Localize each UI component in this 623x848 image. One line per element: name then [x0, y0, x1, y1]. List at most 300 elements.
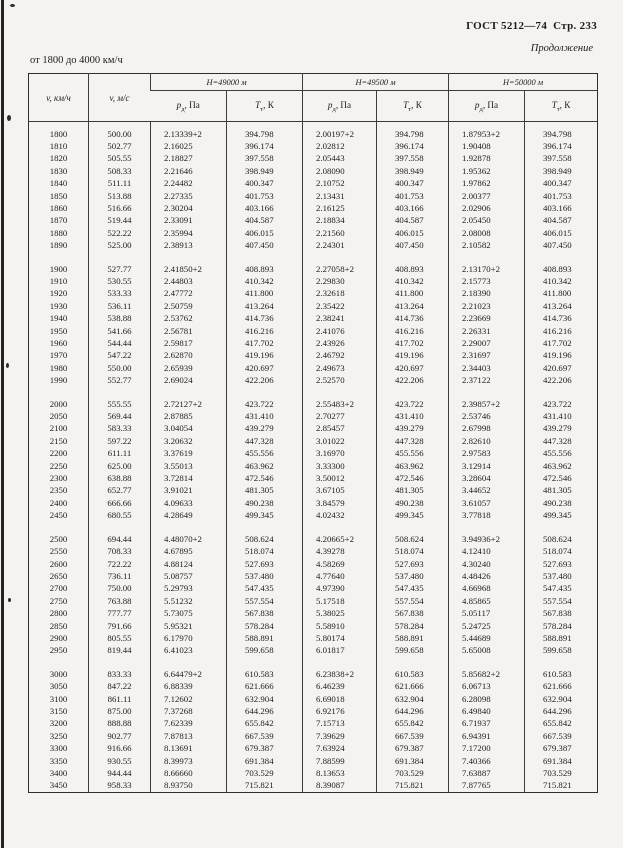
- cell-p-h50000: 4.12410: [449, 545, 525, 557]
- doc-header: [466, 20, 597, 32]
- cell-v-kmh: 3400: [49, 768, 68, 778]
- cell-p-h50000: 4.85865: [449, 595, 525, 607]
- cell-t-h49500: 396.174: [377, 140, 449, 152]
- spacer-cell: [227, 522, 303, 533]
- cell-t-h49000: 557.554: [227, 595, 303, 607]
- cell-t-h50000: 599.658: [525, 644, 598, 656]
- cell-t-h49500: 490.238: [377, 497, 449, 509]
- table-row: [29, 300, 598, 312]
- table-row: [29, 128, 598, 140]
- cell-t-h49000: 578.284: [227, 620, 303, 632]
- cell-t-h50000: 588.891: [525, 632, 598, 644]
- cell-v-ms: 522.22: [89, 227, 151, 239]
- t-subscript: т: [260, 105, 264, 113]
- cell-v-kmh: 2650: [49, 570, 68, 581]
- table-row: [29, 582, 598, 594]
- cell-p-h49500: 2.52570: [303, 374, 377, 386]
- cell-t-h49500: 422.206: [377, 374, 449, 386]
- cell-v-kmh: 1860: [49, 202, 68, 213]
- spacer-cell: [449, 522, 525, 533]
- spacer-cell: [89, 252, 151, 263]
- cell-p-h50000: 3.61057: [449, 497, 525, 509]
- cell-v-kmh: 1920: [49, 288, 68, 299]
- cell-v-ms: 819.44: [89, 644, 151, 656]
- cell-p-h49000: 5.95321: [151, 620, 227, 632]
- spacer-cell: [227, 252, 303, 263]
- table-row: [29, 349, 598, 361]
- cell-t-h49500: 547.435: [377, 582, 449, 594]
- table-row: [29, 263, 598, 275]
- page-number: Стр. 233: [553, 20, 597, 32]
- cell-t-h49500: 527.693: [377, 558, 449, 570]
- cell-p-h49500: 2.46792: [303, 349, 377, 361]
- group-spacer-row: [29, 387, 598, 398]
- cell-v-ms: 722.22: [89, 558, 151, 570]
- cell-p-h49000: 5.73075: [151, 607, 227, 619]
- group-spacer-row: [29, 522, 598, 533]
- col-header-v-ms: v, м/с: [89, 74, 151, 122]
- cell-v-ms: 508.33: [89, 165, 151, 177]
- cell-v-kmh: 1820: [49, 153, 68, 164]
- cell-p-h49000: 2.24482: [151, 177, 227, 189]
- cell-t-h50000: 423.722: [525, 398, 598, 410]
- cell-p-h49000: 8.13691: [151, 742, 227, 754]
- table-row: [29, 717, 598, 729]
- table-row: [29, 472, 598, 484]
- cell-p-h49000: 3.37619: [151, 447, 227, 459]
- table-row: [29, 337, 598, 349]
- cell-v-kmh: 1990: [49, 375, 68, 386]
- t-subscript: т: [556, 105, 560, 113]
- cell-t-h49000: 499.345: [227, 509, 303, 521]
- cell-v-kmh: 1870: [49, 215, 68, 226]
- t-symbol: Т: [403, 99, 409, 110]
- cell-p-h49000: 2.21646: [151, 165, 227, 177]
- table-row: [29, 742, 598, 754]
- cell-p-h49500: 2.18834: [303, 214, 377, 226]
- cell-p-h49500: 6.01817: [303, 644, 377, 656]
- cell-t-h49500: 567.838: [377, 607, 449, 619]
- cell-t-h49000: 396.174: [227, 140, 303, 152]
- p-symbol: р: [176, 99, 182, 110]
- table-body: [29, 122, 598, 793]
- cell-p-h49500: 4.77640: [303, 570, 377, 582]
- spacer-cell: [377, 657, 449, 668]
- cell-v-kmh: 3150: [49, 705, 68, 716]
- cell-t-h49500: 414.736: [377, 312, 449, 324]
- cell-p-h49500: 2.55483+2: [303, 398, 377, 410]
- cell-t-h50000: 610.583: [525, 668, 598, 680]
- p-unit: , Па: [482, 99, 499, 110]
- cell-p-h50000: 2.34403: [449, 362, 525, 374]
- cell-t-h50000: 499.345: [525, 509, 598, 521]
- cell-p-h49000: 2.38913: [151, 239, 227, 251]
- cell-p-h49000: 2.33091: [151, 214, 227, 226]
- cell-t-h50000: 715.821: [525, 779, 598, 792]
- cell-v-ms: 611.11: [89, 447, 151, 459]
- cell-p-h49000: 2.30204: [151, 202, 227, 214]
- cell-t-h50000: 397.558: [525, 152, 598, 164]
- cell-p-h49500: 2.08090: [303, 165, 377, 177]
- cell-v-kmh: 1910: [49, 275, 68, 286]
- cell-p-h49500: 2.27058+2: [303, 263, 377, 275]
- cell-p-h49500: 2.16125: [303, 202, 377, 214]
- cell-v-ms: 763.88: [89, 595, 151, 607]
- cell-v-ms: 625.00: [89, 460, 151, 472]
- cell-t-h49500: 397.558: [377, 152, 449, 164]
- cell-t-h49500: 588.891: [377, 632, 449, 644]
- cell-t-h49000: 621.666: [227, 680, 303, 692]
- cell-p-h50000: 5.85682+2: [449, 668, 525, 680]
- cell-t-h50000: 416.216: [525, 325, 598, 337]
- cell-p-h49000: 2.16025: [151, 140, 227, 152]
- table-row: [29, 312, 598, 324]
- cell-t-h49500: 406.015: [377, 227, 449, 239]
- cell-p-h49500: 2.24301: [303, 239, 377, 251]
- cell-p-h50000: 2.00377: [449, 190, 525, 202]
- spacer-cell: [29, 387, 89, 398]
- spacer-cell: [377, 387, 449, 398]
- cell-p-h50000: 6.28098: [449, 693, 525, 705]
- cell-t-h49500: 410.342: [377, 275, 449, 287]
- cell-p-h49500: 3.84579: [303, 497, 377, 509]
- cell-p-h49500: 5.17518: [303, 595, 377, 607]
- cell-p-h49500: 5.80174: [303, 632, 377, 644]
- cell-t-h49000: 691.384: [227, 755, 303, 767]
- cell-v-ms: 916.66: [89, 742, 151, 754]
- p-subscript: д: [332, 105, 336, 113]
- cell-v-ms: 544.44: [89, 337, 151, 349]
- cell-t-h49500: 398.949: [377, 165, 449, 177]
- cell-t-h49500: 411.800: [377, 287, 449, 299]
- cell-p-h49000: 2.69024: [151, 374, 227, 386]
- cell-t-h49000: 644.296: [227, 705, 303, 717]
- cell-v-kmh: 2050: [49, 411, 68, 422]
- cell-v-kmh: 1850: [49, 190, 68, 201]
- cell-p-h49000: 2.44803: [151, 275, 227, 287]
- scan-speck: [6, 363, 9, 368]
- spacer-cell: [377, 252, 449, 263]
- table-row: [29, 620, 598, 632]
- cell-v-ms: 958.33: [89, 779, 151, 792]
- cell-t-h49000: 703.529: [227, 767, 303, 779]
- cell-p-h49000: 2.18827: [151, 152, 227, 164]
- cell-t-h49500: 400.347: [377, 177, 449, 189]
- cell-t-h49000: 403.166: [227, 202, 303, 214]
- cell-t-h50000: 481.305: [525, 484, 598, 496]
- cell-p-h49000: 2.87885: [151, 410, 227, 422]
- cell-v-ms: 550.00: [89, 362, 151, 374]
- cell-t-h49000: 413.264: [227, 300, 303, 312]
- spacer-cell: [227, 657, 303, 668]
- group-header-h50000: Н=50000 м: [449, 74, 598, 91]
- cell-v-ms: 569.44: [89, 410, 151, 422]
- table-row: [29, 779, 598, 792]
- cell-v-ms: 538.88: [89, 312, 151, 324]
- cell-p-h49500: 6.92176: [303, 705, 377, 717]
- table-row: [29, 668, 598, 680]
- cell-p-h50000: 2.05450: [449, 214, 525, 226]
- cell-t-h50000: 644.296: [525, 705, 598, 717]
- cell-v-kmh: 2550: [49, 546, 68, 557]
- cell-v-kmh: 3050: [49, 681, 68, 692]
- cell-t-h50000: 396.174: [525, 140, 598, 152]
- cell-t-h50000: 398.949: [525, 165, 598, 177]
- spacer-cell: [89, 657, 151, 668]
- cell-v-ms: 555.55: [89, 398, 151, 410]
- cell-t-h49500: 416.216: [377, 325, 449, 337]
- cell-t-h49000: 632.904: [227, 693, 303, 705]
- spacer-cell: [303, 522, 377, 533]
- cell-p-h50000: 7.63887: [449, 767, 525, 779]
- cell-p-h49000: 6.41023: [151, 644, 227, 656]
- col-header-t-h49500: [377, 91, 449, 122]
- cell-p-h50000: 2.39857+2: [449, 398, 525, 410]
- cell-p-h50000: 6.06713: [449, 680, 525, 692]
- cell-p-h49500: 6.46239: [303, 680, 377, 692]
- cell-v-kmh: 1930: [49, 300, 68, 311]
- p-subscript: д: [181, 105, 185, 113]
- cell-t-h49000: 472.546: [227, 472, 303, 484]
- cell-v-kmh: 2100: [49, 423, 68, 434]
- cell-v-ms: 533.33: [89, 287, 151, 299]
- cell-p-h49000: 3.91021: [151, 484, 227, 496]
- cell-v-kmh: 2850: [49, 620, 68, 631]
- cell-p-h49500: 2.02812: [303, 140, 377, 152]
- cell-t-h50000: 394.798: [525, 128, 598, 140]
- cell-v-kmh: 3200: [49, 718, 68, 729]
- stagnation-parameters-table: [28, 73, 598, 793]
- gost-number: ГОСТ 5212—74: [466, 20, 548, 32]
- cell-v-ms: 638.88: [89, 472, 151, 484]
- cell-v-ms: 511.11: [89, 177, 151, 189]
- cell-v-ms: 930.55: [89, 755, 151, 767]
- cell-v-ms: 791.66: [89, 620, 151, 632]
- cell-p-h49500: 2.13431: [303, 190, 377, 202]
- spacer-cell: [151, 252, 227, 263]
- cell-v-ms: 861.11: [89, 693, 151, 705]
- cell-t-h49000: 406.015: [227, 227, 303, 239]
- table-row: [29, 558, 598, 570]
- cell-p-h50000: 2.18390: [449, 287, 525, 299]
- cell-p-h49500: 2.70277: [303, 410, 377, 422]
- spacer-cell: [303, 387, 377, 398]
- cell-p-h49000: 7.87813: [151, 730, 227, 742]
- spacer-cell: [525, 387, 598, 398]
- speed-range-label: от 1800 до 4000 км/ч: [30, 55, 123, 66]
- cell-v-kmh: 2500: [49, 533, 68, 544]
- spacer-cell: [151, 657, 227, 668]
- cell-t-h49500: 413.264: [377, 300, 449, 312]
- cell-t-h49000: 537.480: [227, 570, 303, 582]
- cell-p-h49000: 7.37268: [151, 705, 227, 717]
- cell-t-h49000: 547.435: [227, 582, 303, 594]
- scan-speck: [8, 598, 11, 602]
- cell-t-h50000: 404.587: [525, 214, 598, 226]
- cell-v-ms: 552.77: [89, 374, 151, 386]
- cell-p-h50000: 2.13170+2: [449, 263, 525, 275]
- scan-speck: [7, 115, 11, 121]
- cell-v-kmh: 1840: [49, 178, 68, 189]
- group-header-h49500: Н=49500 м: [303, 74, 449, 91]
- p-symbol: р: [474, 99, 480, 110]
- cell-t-h49500: 431.410: [377, 410, 449, 422]
- p-unit: , Па: [184, 99, 200, 110]
- cell-p-h50000: 1.87953+2: [449, 128, 525, 140]
- table-row: [29, 497, 598, 509]
- cell-t-h49000: 411.800: [227, 287, 303, 299]
- table-row: [29, 422, 598, 434]
- cell-p-h49000: 2.65939: [151, 362, 227, 374]
- spacer-cell: [449, 387, 525, 398]
- table-row: [29, 607, 598, 619]
- cell-t-h50000: 508.624: [525, 533, 598, 545]
- cell-v-ms: 530.55: [89, 275, 151, 287]
- cell-v-kmh: 2600: [49, 558, 68, 569]
- table-row: [29, 730, 598, 742]
- cell-p-h50000: 5.44689: [449, 632, 525, 644]
- cell-v-kmh: 1880: [49, 227, 68, 238]
- t-symbol: Т: [551, 99, 557, 110]
- table-row: [29, 325, 598, 337]
- cell-t-h49000: 420.697: [227, 362, 303, 374]
- cell-p-h50000: 2.67998: [449, 422, 525, 434]
- cell-p-h49000: 3.72814: [151, 472, 227, 484]
- cell-t-h49000: 414.736: [227, 312, 303, 324]
- cell-t-h50000: 578.284: [525, 620, 598, 632]
- cell-t-h49000: 508.624: [227, 533, 303, 545]
- cell-t-h50000: 472.546: [525, 472, 598, 484]
- table-row: [29, 410, 598, 422]
- cell-p-h49000: 3.20632: [151, 435, 227, 447]
- cell-p-h49500: 2.21560: [303, 227, 377, 239]
- table-row: [29, 165, 598, 177]
- cell-v-kmh: 1890: [49, 240, 68, 251]
- cell-p-h50000: 1.95362: [449, 165, 525, 177]
- cell-p-h49500: 8.39087: [303, 779, 377, 792]
- spacer-cell: [525, 522, 598, 533]
- cell-t-h49000: 408.893: [227, 263, 303, 275]
- cell-p-h49000: 4.88124: [151, 558, 227, 570]
- cell-t-h50000: 403.166: [525, 202, 598, 214]
- cell-t-h50000: 420.697: [525, 362, 598, 374]
- cell-t-h49500: 703.529: [377, 767, 449, 779]
- table-row: [29, 570, 598, 582]
- cell-t-h49500: 407.450: [377, 239, 449, 251]
- cell-t-h49000: 655.842: [227, 717, 303, 729]
- cell-t-h49000: 455.556: [227, 447, 303, 459]
- cell-p-h49000: 2.27335: [151, 190, 227, 202]
- cell-p-h49500: 2.49673: [303, 362, 377, 374]
- cell-t-h50000: 490.238: [525, 497, 598, 509]
- cell-v-ms: 833.33: [89, 668, 151, 680]
- cell-t-h49000: 463.962: [227, 460, 303, 472]
- cell-v-ms: 750.00: [89, 582, 151, 594]
- table-row: [29, 275, 598, 287]
- cell-p-h50000: 2.29007: [449, 337, 525, 349]
- cell-t-h49000: 715.821: [227, 779, 303, 792]
- cell-v-kmh: 1950: [49, 325, 68, 336]
- spacer-cell: [151, 522, 227, 533]
- cell-p-h50000: 4.66968: [449, 582, 525, 594]
- col-header-p-h49000: [151, 91, 227, 122]
- table-row: [29, 362, 598, 374]
- cell-p-h50000: 4.30240: [449, 558, 525, 570]
- cell-p-h49000: 3.04054: [151, 422, 227, 434]
- cell-p-h50000: 2.53746: [449, 410, 525, 422]
- cell-p-h50000: 2.97583: [449, 447, 525, 459]
- cell-p-h49500: 6.23838+2: [303, 668, 377, 680]
- spacer-cell: [227, 387, 303, 398]
- cell-t-h49500: 537.480: [377, 570, 449, 582]
- table-row: [29, 755, 598, 767]
- table-row: [29, 509, 598, 521]
- cell-p-h49500: 2.38241: [303, 312, 377, 324]
- cell-p-h49000: 2.13339+2: [151, 128, 227, 140]
- cell-v-kmh: 2400: [49, 497, 68, 508]
- table-row: [29, 767, 598, 779]
- cell-p-h49000: 5.08757: [151, 570, 227, 582]
- table-row: [29, 644, 598, 656]
- table-row: [29, 632, 598, 644]
- cell-p-h50000: 2.31697: [449, 349, 525, 361]
- cell-t-h50000: 621.666: [525, 680, 598, 692]
- cell-t-h50000: 431.410: [525, 410, 598, 422]
- cell-p-h50000: 3.77818: [449, 509, 525, 521]
- table-row: [29, 374, 598, 386]
- cell-p-h50000: 6.94391: [449, 730, 525, 742]
- cell-p-h49500: 2.32618: [303, 287, 377, 299]
- cell-v-ms: 708.33: [89, 545, 151, 557]
- cell-p-h49500: 2.00197+2: [303, 128, 377, 140]
- cell-p-h49000: 7.12602: [151, 693, 227, 705]
- cell-t-h49000: 599.658: [227, 644, 303, 656]
- cell-v-kmh: 1940: [49, 313, 68, 324]
- spacer-cell: [377, 522, 449, 533]
- cell-v-kmh: 1900: [49, 263, 68, 274]
- spacer-cell: [151, 387, 227, 398]
- cell-p-h50000: 3.44652: [449, 484, 525, 496]
- cell-t-h49000: 447.328: [227, 435, 303, 447]
- cell-t-h50000: 547.435: [525, 582, 598, 594]
- cell-p-h50000: 3.28604: [449, 472, 525, 484]
- cell-t-h49500: 655.842: [377, 717, 449, 729]
- cell-p-h49000: 6.88339: [151, 680, 227, 692]
- cell-v-ms: 597.22: [89, 435, 151, 447]
- cell-p-h50000: 1.92878: [449, 152, 525, 164]
- table-row: [29, 190, 598, 202]
- cell-t-h50000: 537.480: [525, 570, 598, 582]
- table-row: [29, 140, 598, 152]
- spacer-cell: [525, 252, 598, 263]
- cell-p-h50000: 7.87765: [449, 779, 525, 792]
- continuation-label: Продолжение: [530, 43, 593, 54]
- cell-p-h50000: 3.12914: [449, 460, 525, 472]
- cell-p-h50000: 4.48426: [449, 570, 525, 582]
- table-row: [29, 460, 598, 472]
- cell-p-h49500: 4.97390: [303, 582, 377, 594]
- cell-v-kmh: 1810: [49, 140, 68, 151]
- table-row: [29, 398, 598, 410]
- cell-t-h49000: 422.206: [227, 374, 303, 386]
- cell-p-h49500: 2.41076: [303, 325, 377, 337]
- cell-v-kmh: 2350: [49, 485, 68, 496]
- cell-t-h49500: 394.798: [377, 128, 449, 140]
- table-row: [29, 287, 598, 299]
- cell-v-kmh: 1980: [49, 362, 68, 373]
- cell-v-ms: 944.44: [89, 767, 151, 779]
- cell-p-h50000: 1.90408: [449, 140, 525, 152]
